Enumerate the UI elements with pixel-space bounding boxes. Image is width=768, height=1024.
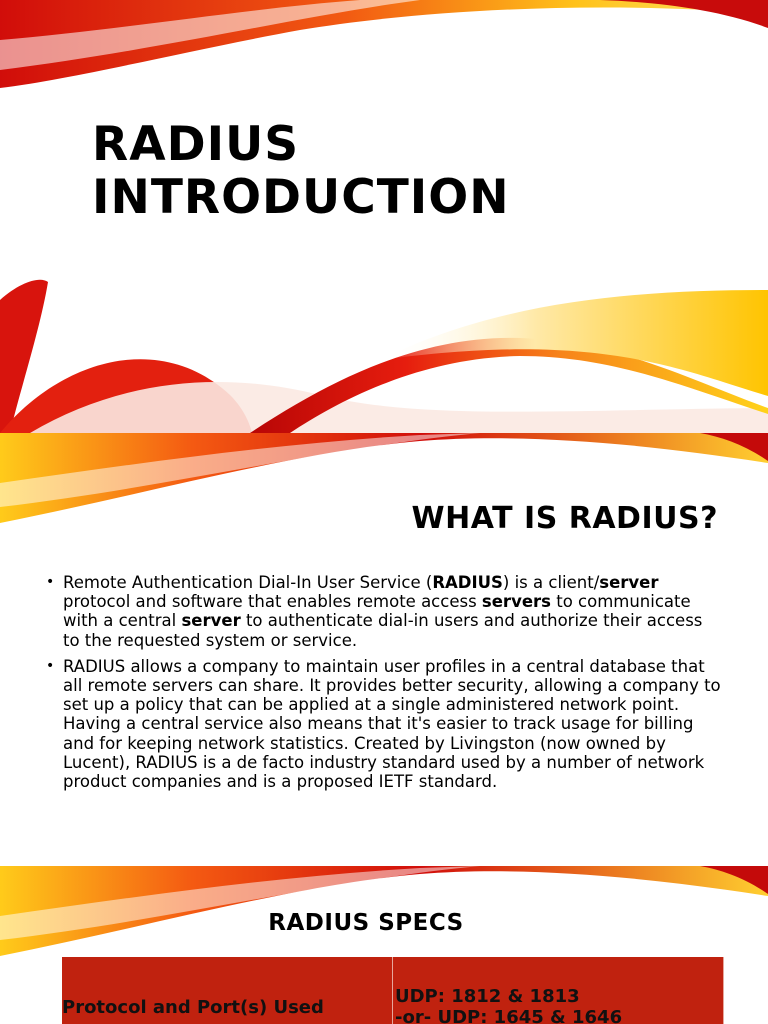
- bullet-text: ) is a client/: [502, 573, 600, 592]
- bullet-text: protocol and software that enables remote access: [63, 592, 482, 612]
- bullet-item: [46, 573, 722, 650]
- slide-title: RADIUS SPECS: [268, 910, 464, 936]
- bold-term: RADIUS: [432, 573, 503, 592]
- specs-table: [62, 957, 724, 1024]
- table-cell-value: [393, 957, 724, 1024]
- bullet-item: [46, 657, 722, 791]
- slide-what-is-radius: [0, 433, 768, 866]
- page-title: RADIUS INTRODUCTION: [92, 117, 510, 225]
- bullet-text: RADIUS allows a company to maintain user profiles in a central database that all remote servers can share. It provides better security, allowing a company to set up a policy that can be applied at a single administered network point. Having a central service also means that it's easier to track usage for billing and for keeping network statistics. Created by Livingston (now owned by Lucent), RADIUS is a de facto industry standard used by a number of network product companies and is a proposed IETF standard.: [63, 656, 721, 792]
- slide-radius-specs: [0, 866, 768, 1024]
- bold-term: server: [181, 611, 241, 631]
- bullet-text: to authenticate dial-in users and authorize their access to the requested system or service.: [63, 611, 703, 650]
- bullet-text: to communicate with a central: [63, 592, 691, 631]
- table-row: [62, 957, 724, 1024]
- bold-term: servers: [481, 592, 551, 612]
- slide-title: WHAT IS RADIUS?: [411, 501, 718, 536]
- slide-intro: [0, 0, 768, 433]
- port-line-alternate: -or- UDP: 1645 & 1646: [395, 1007, 623, 1024]
- bullet-list: [46, 573, 722, 798]
- table-cell-label: Protocol and Port(s) Used: [62, 957, 393, 1024]
- port-line-primary: UDP: 1812 & 1813: [395, 986, 580, 1007]
- bullet-text: Remote Authentication Dial-In User Service (: [63, 573, 433, 592]
- bold-term: server: [599, 573, 659, 592]
